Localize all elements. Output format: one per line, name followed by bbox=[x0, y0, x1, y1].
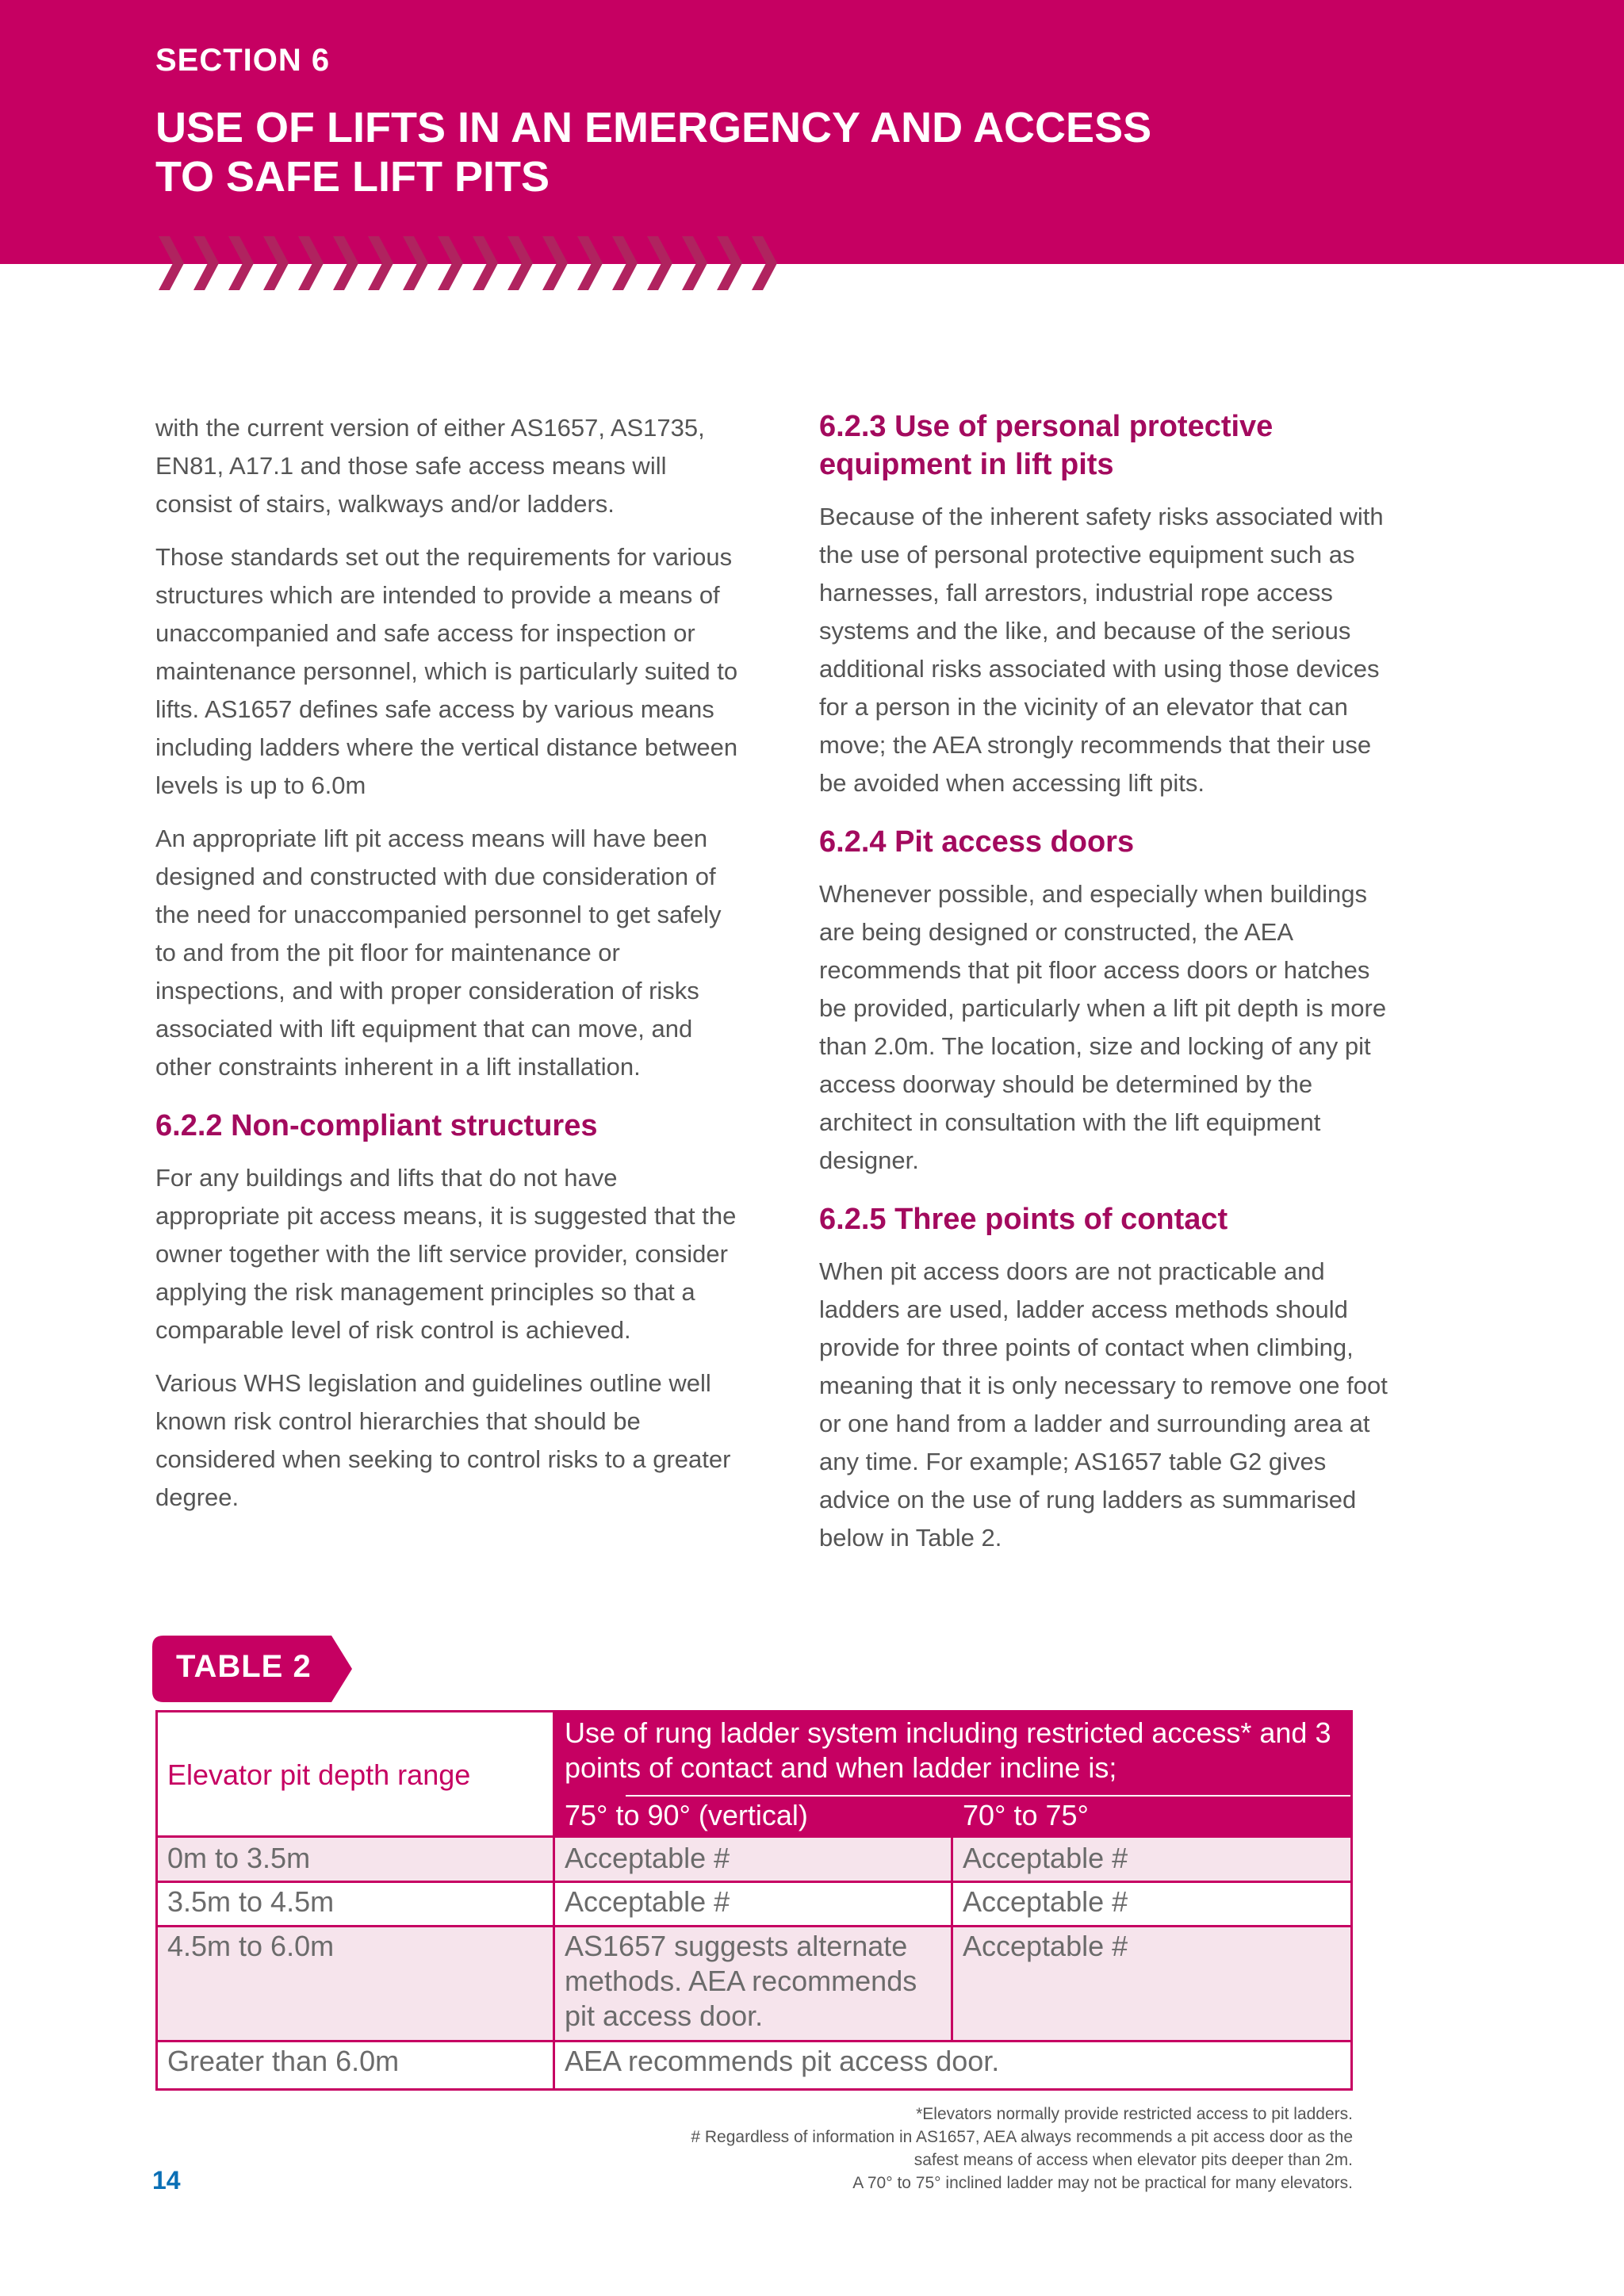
section-title bbox=[155, 103, 1424, 201]
table-rule bbox=[158, 1881, 1350, 1883]
table-rule bbox=[158, 1925, 1350, 1927]
table-header-divider bbox=[626, 1795, 1350, 1797]
paragraph: When pit access doors are not practicable and ladders are used, ladder access methods should provide for three points of contact when climbing, meaning that it is only necessary to remove one foot or one hand from a ladder and surrounding area at any time. For example; AS1657 table G2 gives advice on the use of rung ladders as summarised below in Table 2. bbox=[819, 1257, 1388, 1552]
chevron-stripe-decoration bbox=[152, 232, 802, 297]
paragraph: with the current version of either AS1657, AS1735, EN81, A17.1 and those safe access means will consist of stairs, walkways and/or ladders. bbox=[155, 414, 705, 518]
chevron-mark bbox=[542, 236, 568, 290]
paragraph: Whenever possible, and especially when buildings are being designed or constructed, the AEA recommends that pit floor access doors or hatches be provided, particularly when a lift pit depth is more than 2.0m. The location, size and locking of any pit access doorway should be determined by the architect in consultation with the lift equipment designer. bbox=[819, 880, 1387, 1174]
right-column bbox=[819, 408, 1390, 1572]
ladder-table bbox=[155, 1710, 1353, 2091]
chevron-mark bbox=[403, 236, 428, 290]
chevron-mark bbox=[438, 236, 463, 290]
paragraph: Various WHS legislation and guidelines outline well known risk control hierarchies that should be considered when seeking to control risks to a greater degree. bbox=[155, 1369, 731, 1511]
heading-6-2-2: 6.2.2 Non-compliant structures bbox=[155, 1109, 598, 1142]
table-row-2-range: 3.5m to 4.5m bbox=[167, 1885, 335, 1918]
chevron-mark bbox=[333, 236, 358, 290]
table-row-1-range: 0m to 3.5m bbox=[167, 1842, 311, 1874]
section-title-line-1: USE OF LIFTS IN AN EMERGENCY AND ACCESS bbox=[155, 104, 1152, 151]
heading-6-2-4: 6.2.4 Pit access doors bbox=[819, 825, 1135, 859]
table-header-depth-range-text: Elevator pit depth range bbox=[167, 1758, 471, 1791]
chevron-mark bbox=[647, 236, 672, 290]
paragraph: Because of the inherent safety risks associated with the use of personal protective equipment such as harnesses, fall arrestors, industrial rope access systems and the like, and because of the serious additional risks associated with using those devices for a person in the vicinity of an elevator that can move; the AEA strongly recommends that their use be avoided when accessing lift pits. bbox=[819, 503, 1384, 797]
chevron-mark bbox=[717, 236, 742, 290]
table-row-4-merged: AEA recommends pit access door. bbox=[565, 2045, 1000, 2077]
table-row-1-inclined: Acceptable # bbox=[963, 1842, 1128, 1874]
table-header-incline-inclined bbox=[953, 1798, 1350, 1835]
chevron-mark bbox=[508, 236, 533, 290]
table-header-ladder-use bbox=[555, 1716, 1350, 1795]
section-label: SECTION 6 bbox=[155, 43, 331, 78]
table-row-3-range: 4.5m to 6.0m bbox=[167, 1930, 335, 1962]
chevron-mark bbox=[228, 236, 254, 290]
footnote: A 70° to 75° inclined ladder may not be practical for many elevators. bbox=[852, 2174, 1353, 2192]
chevron-mark bbox=[193, 236, 219, 290]
chevron-mark bbox=[612, 236, 638, 290]
paragraph: For any buildings and lifts that do not have appropriate pit access means, it is suggested that the owner together with the lift service provider, consider applying the risk management principles so that a comparable level of risk control is achieved. bbox=[155, 1164, 737, 1344]
table-row-3-inclined: Acceptable # bbox=[963, 1930, 1128, 1962]
chevron-mark bbox=[159, 236, 184, 290]
chevron-mark bbox=[263, 236, 289, 290]
heading-6-2-3: 6.2.3 Use of personal protective equipment in lift pits bbox=[819, 410, 1274, 481]
chevron-mark bbox=[752, 236, 777, 290]
paragraph: Those standards set out the requirements for various structures which are intended to provide a means of unaccompanied and safe access for inspection or maintenance personnel, which is particularly suited to lifts. AS1657 defines safe access by various means including ladders where the vertical distance between levels is up to 6.0m bbox=[155, 543, 738, 799]
footnote: # Regardless of information in AS1657, AEA always recommends a pit access door as the bbox=[691, 2128, 1353, 2146]
chevron-mark bbox=[682, 236, 707, 290]
chevron-mark bbox=[577, 236, 603, 290]
footnote: safest means of access when elevator pits deeper than 2m. bbox=[914, 2151, 1353, 2169]
section-header bbox=[0, 0, 1624, 264]
table-rule bbox=[158, 1835, 1350, 1838]
chevron-mark bbox=[368, 236, 393, 290]
table-header-incline-steep-text: 75° to 90° (vertical) bbox=[565, 1799, 808, 1831]
footnote: *Elevators normally provide restricted access to pit ladders. bbox=[916, 2105, 1353, 2123]
table-tag-label: TABLE 2 bbox=[176, 1649, 312, 1684]
table-rule bbox=[158, 2040, 1350, 2042]
heading-6-2-5: 6.2.5 Three points of contact bbox=[819, 1203, 1228, 1236]
table-header-ladder-use-text: Use of rung ladder system including restricted access* and 3 points of contact and when ladder incline is; bbox=[565, 1716, 1331, 1784]
section-title-line-2: TO SAFE LIFT PITS bbox=[155, 153, 550, 201]
left-column bbox=[155, 409, 742, 1532]
page-number: 14 bbox=[152, 2166, 181, 2195]
table-row-2-steep: Acceptable # bbox=[565, 1885, 730, 1918]
chevron-mark bbox=[298, 236, 324, 290]
table-header-incline-steep bbox=[555, 1798, 953, 1835]
table-footnotes bbox=[560, 2103, 1353, 2195]
table-row-4-range: Greater than 6.0m bbox=[167, 2045, 400, 2077]
table-row-1-steep: Acceptable # bbox=[565, 1842, 730, 1874]
paragraph: An appropriate lift pit access means will have been designed and constructed with due consideration of the need for unaccompanied personnel to get safely to and from the pit floor for maintenance or inspections, and with proper consideration of risks associated with lift equipment that can move, and other constraints inherent in a lift installation. bbox=[155, 825, 722, 1081]
table-row-2-inclined: Acceptable # bbox=[963, 1885, 1128, 1918]
chevron-mark bbox=[473, 236, 498, 290]
table-header-depth-range bbox=[158, 1712, 555, 1838]
table-header-incline-inclined-text: 70° to 75° bbox=[963, 1799, 1089, 1831]
table-row-3-steep: AS1657 suggests alternate methods. AEA recommends pit access door. bbox=[565, 1930, 917, 2032]
